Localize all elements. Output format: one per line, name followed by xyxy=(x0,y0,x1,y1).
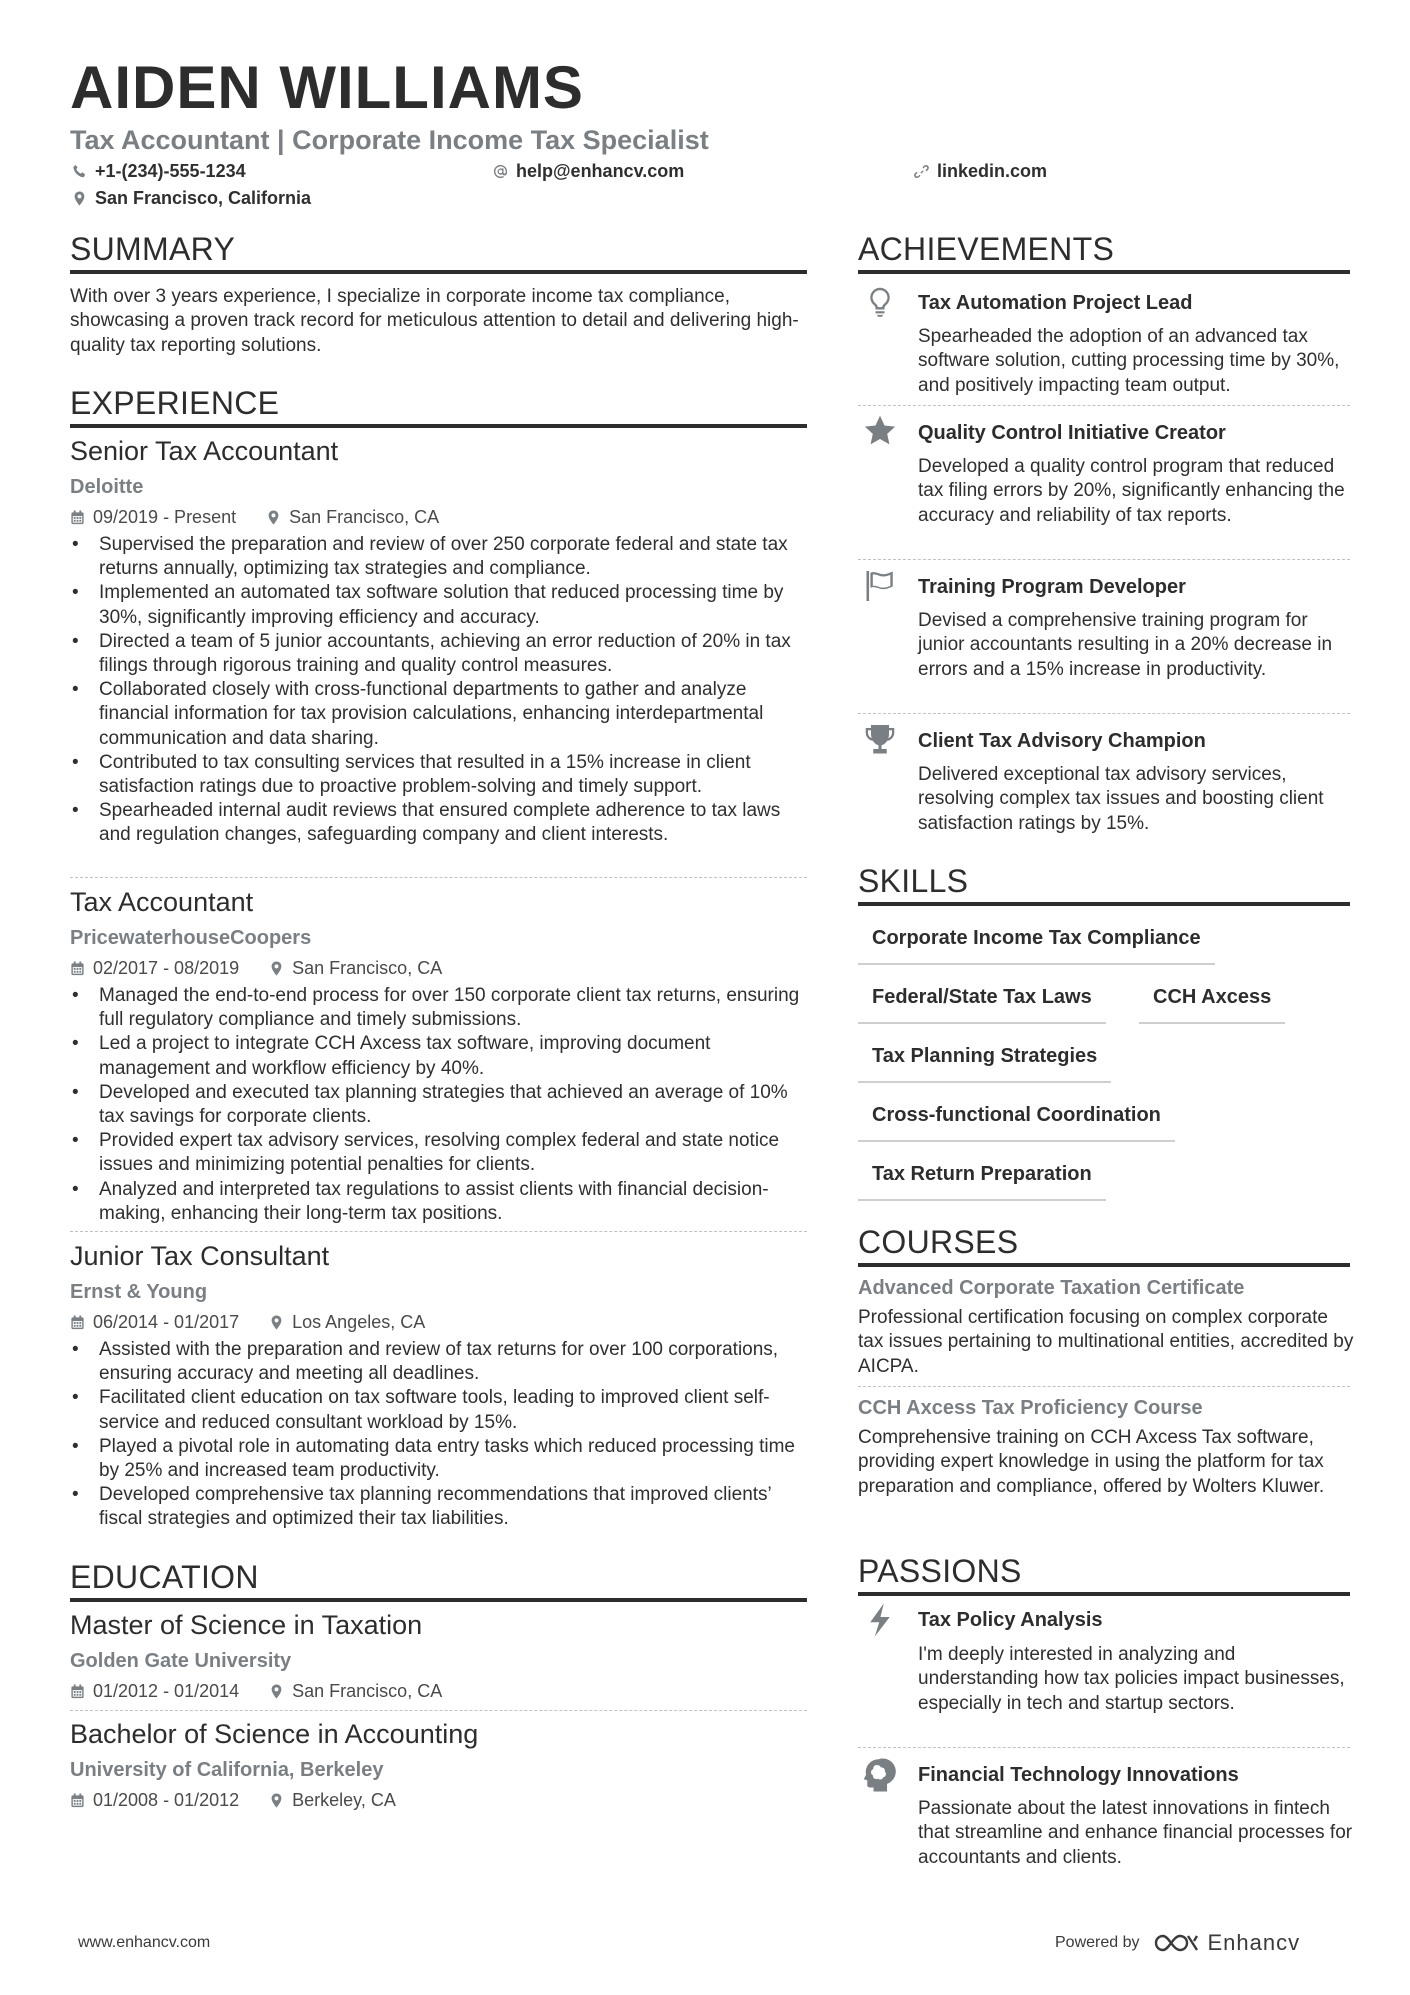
achievement-title: Client Tax Advisory Champion xyxy=(918,730,1206,752)
skills-heading: SKILLS xyxy=(858,862,1350,906)
calendar-icon xyxy=(70,1315,85,1330)
divider xyxy=(70,1710,807,1711)
divider xyxy=(858,713,1350,714)
job-bullet: • Collaborated closely with cross-functional departments to gather and analyze financial information for tax provision calculations, enhancing interdepartmental communication and data sharing. xyxy=(70,678,810,751)
location-pin-icon xyxy=(266,510,281,525)
divider xyxy=(858,559,1350,560)
location-pin-icon xyxy=(269,1793,284,1808)
footer-website-link[interactable]: www.enhancv.com xyxy=(78,1934,211,1951)
achievement-description: Devised a comprehensive training program for junior accountants resulting in a 20% decrease in errors and a 15% increase in productivity. xyxy=(918,610,1333,680)
course-description: Professional certification focusing on complex corporate tax issues pertaining to multinational entities, accredited by AICPA. xyxy=(858,1307,1354,1377)
skill-tag: Corporate Income Tax Compliance xyxy=(858,925,1215,965)
job-title: Tax Accountant xyxy=(70,887,254,917)
job-bullet: • Directed a team of 5 junior accountants, achieving an error reduction of 20% in tax filings through rigorous training and quality control measures. xyxy=(70,630,810,678)
job-title: Senior Tax Accountant xyxy=(70,436,339,466)
job-bullet: • Facilitated client education on tax software tools, leading to improved client self-service and reduced consultant workload by 15%. xyxy=(70,1386,810,1434)
passion-description: Passionate about the latest innovations in fintech that streamline and enhance financial processes for accountants and clients. xyxy=(918,1798,1353,1868)
job-location: San Francisco, CA xyxy=(292,958,443,978)
enhancv-logo xyxy=(1154,1930,1301,1956)
brand-name: Enhancv xyxy=(1207,1930,1301,1955)
achievement-title: Training Program Developer xyxy=(918,576,1186,598)
job-bullet: • Developed and executed tax planning strategies that achieved an average of 10% tax savings for corporate clients. xyxy=(70,1081,810,1129)
job-bullet: • Developed comprehensive tax planning recommendations that improved clients’ fiscal strategies and optimized their tax liabilities. xyxy=(70,1483,810,1531)
passions-heading: PASSIONS xyxy=(858,1552,1350,1596)
job-bullet: • Managed the end-to-end process for over 150 corporate client tax returns, ensuring full regulatory compliance and timely submissions. xyxy=(70,984,810,1032)
at-icon xyxy=(493,164,508,179)
skill-tag: CCH Axcess xyxy=(1139,984,1285,1024)
divider xyxy=(70,1231,807,1232)
email-contact[interactable] xyxy=(493,159,684,183)
education-dates: 01/2008 - 01/2012 xyxy=(93,1790,240,1810)
skill-tag: Federal/State Tax Laws xyxy=(858,984,1106,1024)
trophy-icon xyxy=(862,722,898,758)
course-title: CCH Axcess Tax Proficiency Course xyxy=(858,1397,1203,1419)
link-icon xyxy=(914,164,929,179)
skill-tag: Tax Return Preparation xyxy=(858,1161,1106,1201)
education-meta xyxy=(70,1679,442,1703)
job-bullet: • Spearheaded internal audit reviews that ensured complete adherence to tax laws and regulation changes, safeguarding company and client interests. xyxy=(70,799,810,847)
education-dates: 01/2012 - 01/2014 xyxy=(93,1681,240,1701)
phone-icon xyxy=(72,164,87,179)
lightning-icon xyxy=(862,1602,898,1638)
lightbulb-icon xyxy=(862,284,898,320)
passion-title: Tax Policy Analysis xyxy=(918,1609,1103,1631)
candidate-headline: Tax Accountant | Corporate Income Tax Specialist xyxy=(70,125,709,155)
job-dates: 09/2019 - Present xyxy=(93,507,237,527)
divider xyxy=(858,405,1350,406)
location-pin-icon xyxy=(269,1315,284,1330)
experience-heading: EXPERIENCE xyxy=(70,384,807,428)
degree-title: Bachelor of Science in Accounting xyxy=(70,1719,479,1749)
passion-description: I'm deeply interested in analyzing and understanding how tax policies impact businesses, especially in tech and startup sectors. xyxy=(918,1644,1345,1714)
powered-by-label: Powered by xyxy=(1055,1934,1140,1951)
star-icon xyxy=(862,413,898,449)
footer-powered-by[interactable] xyxy=(1055,1930,1300,1956)
calendar-icon xyxy=(70,961,85,976)
head-icon xyxy=(862,1757,898,1793)
degree-title: Master of Science in Taxation xyxy=(70,1610,423,1640)
achievement-title: Quality Control Initiative Creator xyxy=(918,422,1226,444)
divider xyxy=(858,1386,1350,1387)
location-pin-icon xyxy=(269,961,284,976)
school-name: University of California, Berkeley xyxy=(70,1759,384,1781)
job-location: San Francisco, CA xyxy=(289,507,440,527)
job-meta xyxy=(70,505,439,529)
job-bullet: • Provided expert tax advisory services, resolving complex federal and state notice issues and minimizing potential penalties for clients. xyxy=(70,1129,810,1177)
phone-contact[interactable] xyxy=(72,159,246,183)
education-location: San Francisco, CA xyxy=(292,1681,443,1701)
education-location: Berkeley, CA xyxy=(292,1790,396,1810)
job-bullet: • Contributed to tax consulting services that resulted in a 15% increase in client satisfaction ratings due to proactive problem-solving and timely support. xyxy=(70,751,810,799)
job-title: Junior Tax Consultant xyxy=(70,1241,330,1271)
divider xyxy=(858,1747,1350,1748)
infinity-logo-icon xyxy=(1154,1932,1200,1954)
candidate-name: AIDEN WILLIAMS xyxy=(70,54,584,121)
school-name: Golden Gate University xyxy=(70,1650,292,1672)
job-bullets xyxy=(70,1338,810,1532)
job-bullet: • Analyzed and interpreted tax regulations to assist clients with financial decision-making, enhancing their long-term tax positions. xyxy=(70,1178,810,1226)
calendar-icon xyxy=(70,1793,85,1808)
courses-heading: COURSES xyxy=(858,1223,1350,1267)
job-meta xyxy=(70,1310,425,1334)
job-bullet: • Assisted with the preparation and review of tax returns for over 100 corporations, ensuring accuracy and meeting all deadlines. xyxy=(70,1338,810,1386)
achievement-description: Spearheaded the adoption of an advanced tax software solution, cutting processing time by 30%, and positively impacting team output. xyxy=(918,326,1340,396)
location-pin-icon xyxy=(72,191,87,206)
job-bullet: • Played a pivotal role in automating data entry tasks which reduced processing time by 25% and increased team productivity. xyxy=(70,1435,810,1483)
calendar-icon xyxy=(70,510,85,525)
company-name: PricewaterhouseCoopers xyxy=(70,927,312,949)
linkedin-text: linkedin.com xyxy=(937,161,1048,181)
location-text: San Francisco, California xyxy=(95,188,312,208)
course-description: Comprehensive training on CCH Axcess Tax software, providing expert knowledge in using the platform for tax preparation and compliance, offered by Wolters Kluwer. xyxy=(858,1427,1325,1497)
achievement-title: Tax Automation Project Lead xyxy=(918,292,1193,314)
calendar-icon xyxy=(70,1684,85,1699)
job-bullets xyxy=(70,533,810,848)
flag-icon xyxy=(862,568,898,604)
course-title: Advanced Corporate Taxation Certificate xyxy=(858,1277,1245,1299)
achievement-description: Developed a quality control program that reduced tax filing errors by 20%, significantly enhancing the accuracy and reliability of tax reports. xyxy=(918,456,1345,526)
job-bullet: • Supervised the preparation and review of over 250 corporate federal and state tax returns annually, optimizing tax strategies and compliance. xyxy=(70,533,810,581)
company-name: Deloitte xyxy=(70,476,144,498)
education-heading: EDUCATION xyxy=(70,1558,807,1602)
job-dates: 06/2014 - 01/2017 xyxy=(93,1312,240,1332)
achievement-description: Delivered exceptional tax advisory services, resolving complex tax issues and boosting client satisfaction ratings by 15%. xyxy=(918,764,1324,834)
education-meta xyxy=(70,1788,396,1812)
company-name: Ernst & Young xyxy=(70,1281,208,1303)
divider xyxy=(70,877,807,878)
job-bullet: • Led a project to integrate CCH Axcess tax software, improving document management and workflow efficiency by 40%. xyxy=(70,1032,810,1080)
job-dates: 02/2017 - 08/2019 xyxy=(93,958,240,978)
location-pin-icon xyxy=(269,1684,284,1699)
phone-text: +1-(234)-555-1234 xyxy=(95,161,246,181)
job-location: Los Angeles, CA xyxy=(292,1312,426,1332)
location-contact xyxy=(72,186,311,210)
job-bullet: • Implemented an automated tax software solution that reduced processing time by 30%, significantly improving efficiency and accuracy. xyxy=(70,581,810,629)
summary-heading: SUMMARY xyxy=(70,230,807,274)
job-meta xyxy=(70,956,442,980)
achievements-heading: ACHIEVEMENTS xyxy=(858,230,1350,274)
skill-tag: Cross-functional Coordination xyxy=(858,1102,1175,1142)
summary-text: With over 3 years experience, I specialize in corporate income tax compliance, showcasing a proven track record for meticulous attention to detail and delivering high-quality tax reporting solutions. xyxy=(70,286,799,356)
job-bullets xyxy=(70,984,810,1226)
linkedin-contact[interactable] xyxy=(914,159,1047,183)
email-text: help@enhancv.com xyxy=(516,161,685,181)
skill-tag: Tax Planning Strategies xyxy=(858,1043,1111,1083)
passion-title: Financial Technology Innovations xyxy=(918,1764,1239,1786)
